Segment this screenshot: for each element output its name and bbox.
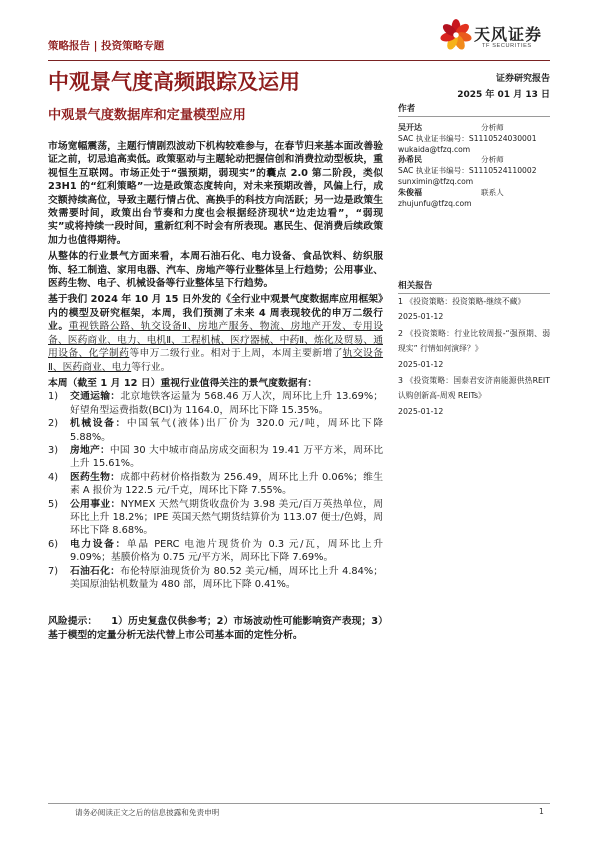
model-picks: 重视铁路公路、轨交设备Ⅱ、房地产服务、物流、房地产开发、专用设备、医药商业、电力、电机Ⅱ、工程机械、医疗器械、中药Ⅱ、炼化及贸易、通用设备、化学制药 xyxy=(48,321,383,360)
industry-label: 公用事业： xyxy=(70,498,121,510)
list-number: 1) xyxy=(48,391,59,403)
related-report-date: 2025-01-12 xyxy=(398,312,444,322)
author-email: sunximin@tfzq.com xyxy=(398,176,474,186)
related-report-title: 《投资策略：国泰君安济南能源供热REIT 认购创新高-周观 REITs》 xyxy=(398,376,550,401)
related-report-date: 2025-01-12 xyxy=(398,359,444,369)
industry-data: 成都中药材价格指数为 256.49，周环比上升 0.06%；维生素 A 报价为 122.5 元/千克，周环比下降 7.55%。 xyxy=(70,471,383,497)
list-item-body xyxy=(70,390,383,417)
author-role: 联系人 xyxy=(481,187,504,197)
author-email: zhujunfu@tfzq.com xyxy=(398,198,472,208)
industry-label: 交通运输： xyxy=(70,391,121,403)
list-number: 4) xyxy=(48,471,59,483)
report-date: 2025 年 01 月 13 日 xyxy=(457,90,550,100)
author-name-row xyxy=(398,123,550,134)
industry-label: 石油石化： xyxy=(70,565,121,577)
author-card xyxy=(398,188,550,210)
list-number: 5) xyxy=(48,498,59,510)
author-cert: SAC 执业证书编号：S1110524030001 xyxy=(398,133,537,143)
related-report-item xyxy=(398,326,550,372)
authors-heading: 作者 xyxy=(398,103,550,117)
industry-data: 单晶 PERC 电池片现货价为 0.3 元/瓦，周环比上升 9.09%；基膜价格为 0.75 元/平方米，周环比下降 7.69%。 xyxy=(70,538,383,564)
brand-logo xyxy=(440,16,552,58)
list-item-body xyxy=(70,444,383,471)
related-report-title: 《投资策略：投资策略-继续不藏》 xyxy=(405,297,526,306)
report-subtitle: 中观景气度数据库和定量模型应用 xyxy=(48,108,246,123)
author-role: 分析师 xyxy=(481,155,504,165)
highlights-heading: 本周（截至 1 月 12 日）重视行业值得关注的景气度数据有： xyxy=(48,377,318,389)
list-item xyxy=(48,565,383,592)
industry-data: 中国 30 大中城市商品房成交面积为 19.41 万平方米，周环比上升 15.61%。 xyxy=(70,444,383,470)
list-item xyxy=(48,498,383,538)
industry-data: 北京地铁客运量为 568.46 万人次，周环比上升 13.69%；好望角型运费指数(BCI)为 1164.0，周环比下降 15.35%。 xyxy=(70,391,383,416)
brand-name-cn: 天风证券 xyxy=(474,25,543,44)
list-number: 2) xyxy=(48,418,59,430)
risk-warning xyxy=(48,615,383,643)
related-report-number: 1 xyxy=(398,297,403,306)
main-content xyxy=(48,140,383,643)
list-item-body xyxy=(70,471,383,498)
report-title: 中观景气度高频跟踪及运用 xyxy=(48,70,300,94)
new-additions-suffix: 等行业。 xyxy=(131,361,171,373)
industry-label: 医药生物： xyxy=(70,471,121,483)
author-card xyxy=(398,155,550,187)
report-category: 策略报告 | 投资策略专题 xyxy=(48,40,165,52)
industry-label: 电力设备： xyxy=(70,538,127,550)
related-report-title-row xyxy=(398,294,550,309)
industry-label: 房地产： xyxy=(70,444,110,456)
list-item-body xyxy=(70,417,383,444)
author-name-row xyxy=(398,188,550,199)
list-item xyxy=(48,444,383,471)
author-name: 孙希民 xyxy=(398,155,422,165)
industry-trend-paragraph: 从整体的行业景气方面来看，本周石油石化、电力设备、食品饮料、纺织服饰、轻工制造、家用电器、汽车、房地产等行业整体呈上行趋势；公用事业、医药生物、电子、机械设备等行业整体呈下行趋势。 xyxy=(48,251,383,290)
authors-sidebar xyxy=(398,103,550,209)
industry-data: 布伦特原油现货价为 80.52 美元/桶，周环比上升 4.84%；美国原油钻机数量为 480 部，周环比下降 0.41%。 xyxy=(70,565,384,590)
market-view-paragraph: 市场宽幅震荡，主题行情剧烈波动下机构较难参与，在春节归来基本面改善验证之前，切忌追高卖低。政策驱动与主题轮动把握信创和消费拉动型板块，重视恒生互联网。市场正处于“强预期，弱现实”的囊点 2.0 第二阶段，类似 23H1 的“红利策略”一边是政策态度转向，对未来预期改善，风偏上行，成交额持续高位，导致主题行情占优、高换手的科技方向活跃；另一边是政策生效需要时间，政策出台节奏和力度也会根据经济现状“边走边看”，“弱现实”或将持续一段时间，重新红利不时会有所表现。惠民生、促消费后续政策加力也值得期待。 xyxy=(48,141,383,246)
industry-label: 机械设备： xyxy=(70,418,127,430)
related-report-number: 3 xyxy=(398,376,403,386)
author-role: 分析师 xyxy=(481,123,504,132)
related-report-title-row xyxy=(398,326,550,357)
list-number: 3) xyxy=(48,444,59,456)
flower-logo-icon xyxy=(440,17,472,53)
model-picks-suffix: 等申万二级行业。相对于上周，本周主要新增了 xyxy=(129,348,343,360)
header-divider xyxy=(48,60,550,61)
author-cert: SAC 执业证书编号：S1110524110002 xyxy=(398,166,537,176)
list-item-body xyxy=(70,538,383,565)
brand-name-en: TF SECURITIES xyxy=(482,43,532,49)
related-report-number: 2 xyxy=(398,328,403,338)
list-item xyxy=(48,390,383,417)
model-paragraph xyxy=(48,293,383,373)
related-reports xyxy=(398,280,550,420)
risk-label: 风险提示： xyxy=(48,616,98,628)
related-report-date: 2025-01-12 xyxy=(398,406,444,416)
related-report-item xyxy=(398,373,550,419)
list-item-body xyxy=(70,565,383,592)
author-name-row xyxy=(398,155,550,166)
author-card xyxy=(398,123,550,155)
related-report-title: 《投资策略：行业比较周报-“强预期、弱现实” 行情如何演绎？》 xyxy=(398,328,550,354)
list-number: 7) xyxy=(48,565,59,577)
list-item xyxy=(48,538,383,565)
page-number: 1 xyxy=(539,807,544,816)
industry-data: NYMEX 天然气期货收盘价为 3.98 美元/百万英热单位，周环比上升 18.2%；IPE 英国天然气期货结算价为 113.07 便士/色姆，周环比下降 8.68%。 xyxy=(70,498,384,537)
list-number: 6) xyxy=(48,538,59,550)
new-additions: 轨交设备Ⅱ、医药商业、电力 xyxy=(48,348,384,373)
footer-divider xyxy=(48,803,550,804)
industry-data: 中国氧气(液体)出厂价为 320.0 元/吨，周环比下降 5.88%。 xyxy=(70,418,383,443)
highlights-list xyxy=(48,390,383,591)
related-report-item xyxy=(398,294,550,325)
footer-disclaimer: 请务必阅读正文之后的信息披露和免责申明 xyxy=(75,808,220,817)
related-heading: 相关报告 xyxy=(398,280,550,294)
report-type-label: 证券研究报告 xyxy=(495,74,550,84)
risk-text: 1）历史复盘仅供参考；2）市场波动性可能影响资产表现；3）基于模型的定量分析无法代替上市公司基本面的定性分析。 xyxy=(48,616,383,642)
list-item xyxy=(48,471,383,498)
list-item xyxy=(48,417,383,444)
related-report-title-row xyxy=(398,373,550,404)
list-item-body xyxy=(70,498,383,538)
author-name: 吴开达 xyxy=(398,123,422,132)
model-intro: 基于我们 2024 年 10 月 15 日外发的《全行业中观景气度数据库应用框架》内的模型及研究框架，本周，我们预测了未来 4 周表现较优的申万二级行业。 xyxy=(48,294,383,333)
author-email: wukaida@tfzq.com xyxy=(398,144,471,154)
author-name: 朱俊福 xyxy=(398,187,422,197)
